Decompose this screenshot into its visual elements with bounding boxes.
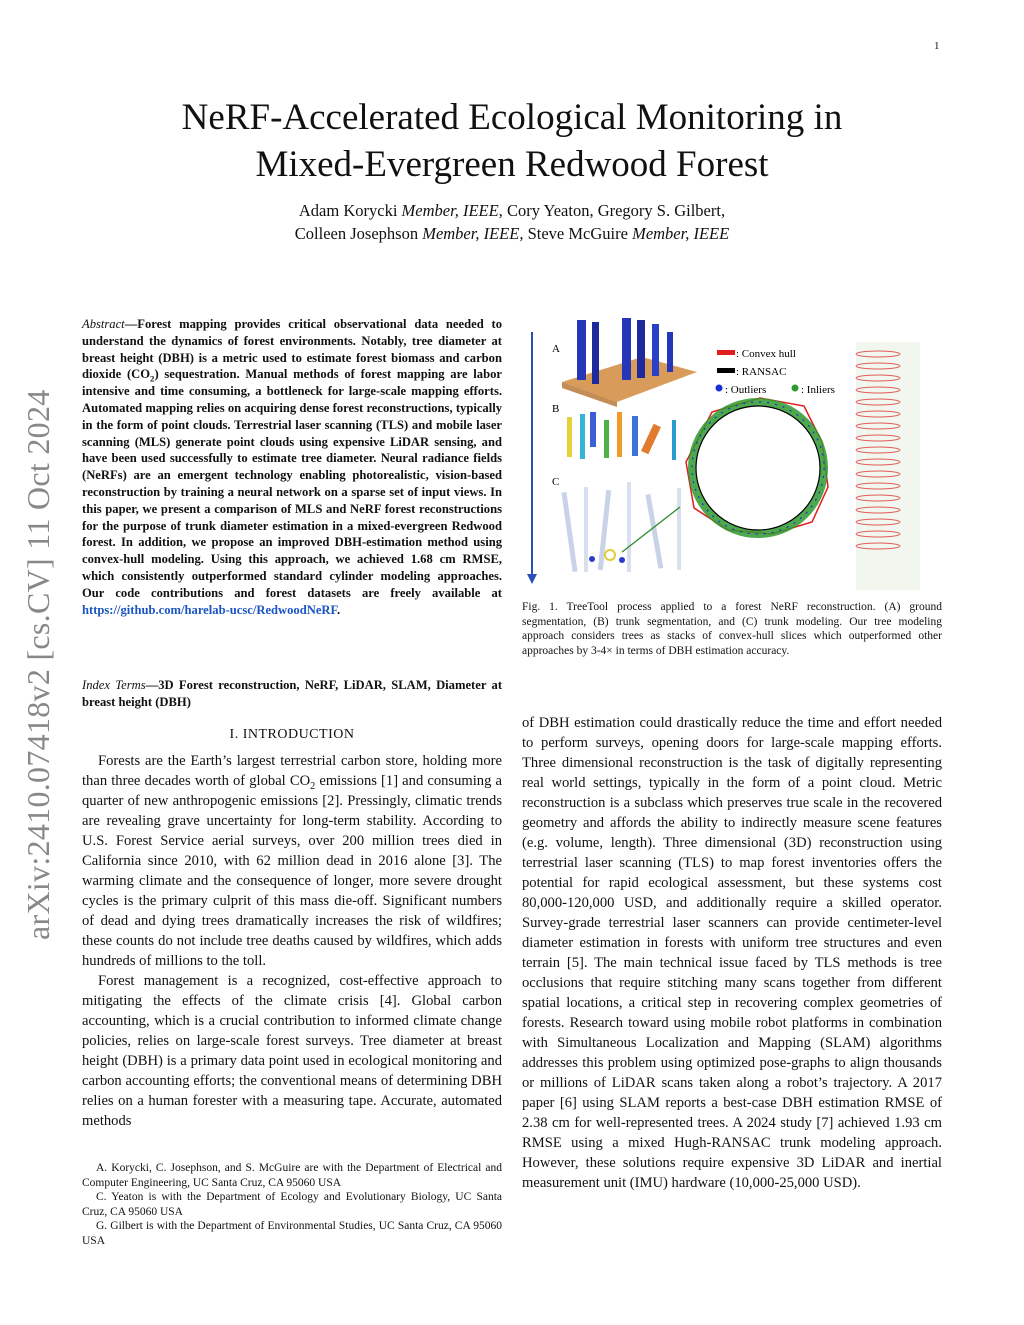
subscript: 2	[310, 780, 316, 792]
text: Forests are the Earth’s largest terrestrial carbon store, holding more than three decades worth of global CO	[82, 753, 502, 789]
footnote: A. Korycki, C. Josephson, and S. McGuire are with the Department of Electrical and Computer Engineering, UC Santa Cruz, CA 95060 USA	[82, 1162, 502, 1189]
paragraph: Forest management is a recognized, cost-effective approach to mitigating the effects of the climate crisis [4]. Global carbon accounting, which is a crucial contribution to informed climate change policies, relies on large-scale forest surveys. Tree diameter at breast height (DBH) is a primary data point used in ecological monitoring and carbon accounting efforts; the conventional means of determining DBH relies on a human forester with a measuring tape. Accurate, automated methods	[82, 973, 502, 1129]
figure-caption: Fig. 1. TreeTool process applied to a forest NeRF reconstruction. (A) ground segmentation, (B) trunk segmentation, and (C) trunk modeling. Our tree modeling approach considers trees as stacks of convex-hull slices which outperformed other approaches by 3-4× in terms of DBH estimation accuracy.	[522, 601, 942, 657]
panel-label-b: B	[552, 403, 560, 415]
legend-swatch-ransac	[717, 368, 735, 373]
paragraph: of DBH estimation could drastically reduce the time and effort needed to perform surveys, opening doors for large-scale mapping efforts. Three dimensional reconstruction is the task of digitally representing real world settings, typically in the form of a point cloud. Metric reconstruction is a subclass which preserves true scale in the recovered geometry and affords the ability to indirectly measure scene features (e.g. volume, length). Three dimensional (3D) reconstruction using terrestrial laser scanning (TLS) to map forest inventories offers the potential for rapid ecological assessment, but these systems cost 80,000-120,000 USD, and additionally require a skilled operator. Survey-grade terrestrial laser scanners can provide centimeter-level diameter estimation in forests with uniform tree structures and even terrain [5]. The main technical issue faced by TLS methods is tree occlusions that require stitching many scans together from different spatial locations, a critical step in recovering complex geometries of forests. Research toward using mobile robot platforms in combination with Simultaneous Localization and Mapping (SLAM) algorithms addresses this problem using optimized pose-graphs to align thousands or millions of LiDAR scans taken along a robot’s trajectory. A 2017 paper [6] using SLAM reports a best-case DBH estimation RMSE of 2.38 cm for well-represented trees. A 2024 study [7] achieved 1.93 cm RMSE using a mixed Hugh-RANSAC trunk modeling approach. However, these solutions require expensive 3D LiDAR and inertial measurement unit (IMU) hardware (10,000-25,000 USD).	[522, 715, 942, 1191]
figure-1	[522, 312, 942, 594]
author-list	[80, 199, 944, 245]
abstract-end: .	[337, 602, 341, 617]
author-name: Colleen Josephson	[294, 224, 419, 243]
paragraph	[82, 751, 502, 971]
author-name: Cory Yeaton, Gregory S. Gilbert,	[506, 201, 726, 220]
author-name: Adam Korycki	[298, 201, 398, 220]
code-link[interactable]: https://github.com/harelab-ucsc/RedwoodNeRF	[82, 602, 338, 617]
trunk-cross-section	[686, 398, 828, 534]
legend-swatch-outliers	[716, 385, 723, 392]
abstract-label: Abstract	[82, 317, 125, 331]
abstract-text: ) sequestration. Manual methods of forest mapping are labor intensive and time consuming, a bottleneck for large-scale mapping efforts. Automated mapping relies on acquiring dense forest reconstructions, typically in the form of point clouds. Terrestrial laser scanning (TLS) and mobile laser scanning (MLS) generate point clouds using expensive LiDAR sensing, and have been used successfully to estimate tree diameter. Neural radiance fields (NeRFs) are an emergent technology enabling photorealistic, vision-based reconstruction by training a neural network on a sparse set of input views. In this paper, we present a comparison of MLS and NeRF forest reconstructions for the purpose of trunk diameter estimation in a mixed-evergreen Redwood forest. In addition, we propose an improved DBH-estimation method using convex-hull modeling. Using this approach, we achieved 1.68 cm RMSE, which consistently outperformed standard cylinder modeling approaches. Our code contributions and forest datasets are freely available at	[82, 367, 502, 600]
panel-label-a: A	[552, 343, 560, 355]
page-number: 1	[934, 40, 940, 52]
title-line-1: NeRF-Accelerated Ecological Monitoring in	[181, 97, 843, 138]
author-role: Member, IEEE,	[422, 224, 524, 243]
author-name: Steve McGuire	[527, 224, 628, 243]
legend-swatch-inliers	[792, 385, 799, 392]
intro-left-column	[82, 751, 502, 1131]
intro-right-column	[522, 713, 942, 1193]
subscript: 2	[150, 373, 155, 384]
author-role: Member, IEEE,	[401, 201, 503, 220]
text: emissions [1] and consuming a quarter of new anthropogenic emissions [2]. Pressingly, climatic trends are revealing grave uncertainty for long-term stability. According to U.S. Forest Service aerial surveys, over 200 million trees died in California since 2010, with 62 million dead in 2016 alone [3]. The warming climate and the consequence of longer, more severe drought cycles is the primary culprit of this mass die-off. Significant numbers of dead and dying trees dramatically increases the risk of wildfires; these counts do not include tree deaths caused by wildfires, which adds hundreds of millions to the toll.	[82, 773, 502, 969]
panel-b-image	[567, 412, 676, 460]
legend-label: : Inliers	[801, 384, 835, 396]
legend-swatch-convex-hull	[717, 350, 735, 355]
author-line-1	[80, 199, 944, 222]
index-terms-text: —3D Forest reconstruction, NeRF, LiDAR, SLAM, Diameter at breast height (DBH)	[82, 678, 503, 709]
progress-arrow-head	[527, 574, 537, 584]
legend-label: : Outliers	[725, 384, 767, 396]
footnote: C. Yeaton is with the Department of Ecology and Evolutionary Biology, UC Santa Cruz, CA 95060 USA	[82, 1191, 502, 1218]
footnote: G. Gilbert is with the Department of Environmental Studies, UC Santa Cruz, CA 95060 USA	[82, 1220, 502, 1247]
panel-label-c: C	[552, 476, 560, 488]
author-line-2	[80, 222, 944, 245]
paper-title	[80, 94, 944, 188]
footnotes	[82, 1161, 502, 1248]
section-heading: I. INTRODUCTION	[229, 727, 355, 742]
panel-a-image	[562, 318, 697, 407]
abstract-text: —Forest mapping provides critical observational data needed to understand the dynamics of forest environments. Notably, tree diameter at breast height (DBH) is a metric used to estimate forest biomass and carbon dioxide (CO	[82, 317, 502, 382]
arxiv-stamp: arXiv:2410.07418v2 [cs.CV] 11 Oct 2024	[20, 389, 56, 940]
figure-legend	[716, 348, 835, 396]
abstract	[82, 316, 502, 618]
legend-label: : Convex hull	[736, 348, 796, 360]
index-terms	[82, 677, 502, 711]
title-line-2: Mixed-Evergreen Redwood Forest	[255, 144, 769, 185]
figure-1-graphic	[522, 312, 942, 594]
convex-hull-stack	[856, 342, 920, 590]
index-terms-label: Index Terms	[82, 678, 146, 692]
legend-label: : RANSAC	[736, 366, 787, 378]
panel-c-image	[561, 482, 681, 572]
author-role: Member, IEEE	[632, 224, 730, 243]
